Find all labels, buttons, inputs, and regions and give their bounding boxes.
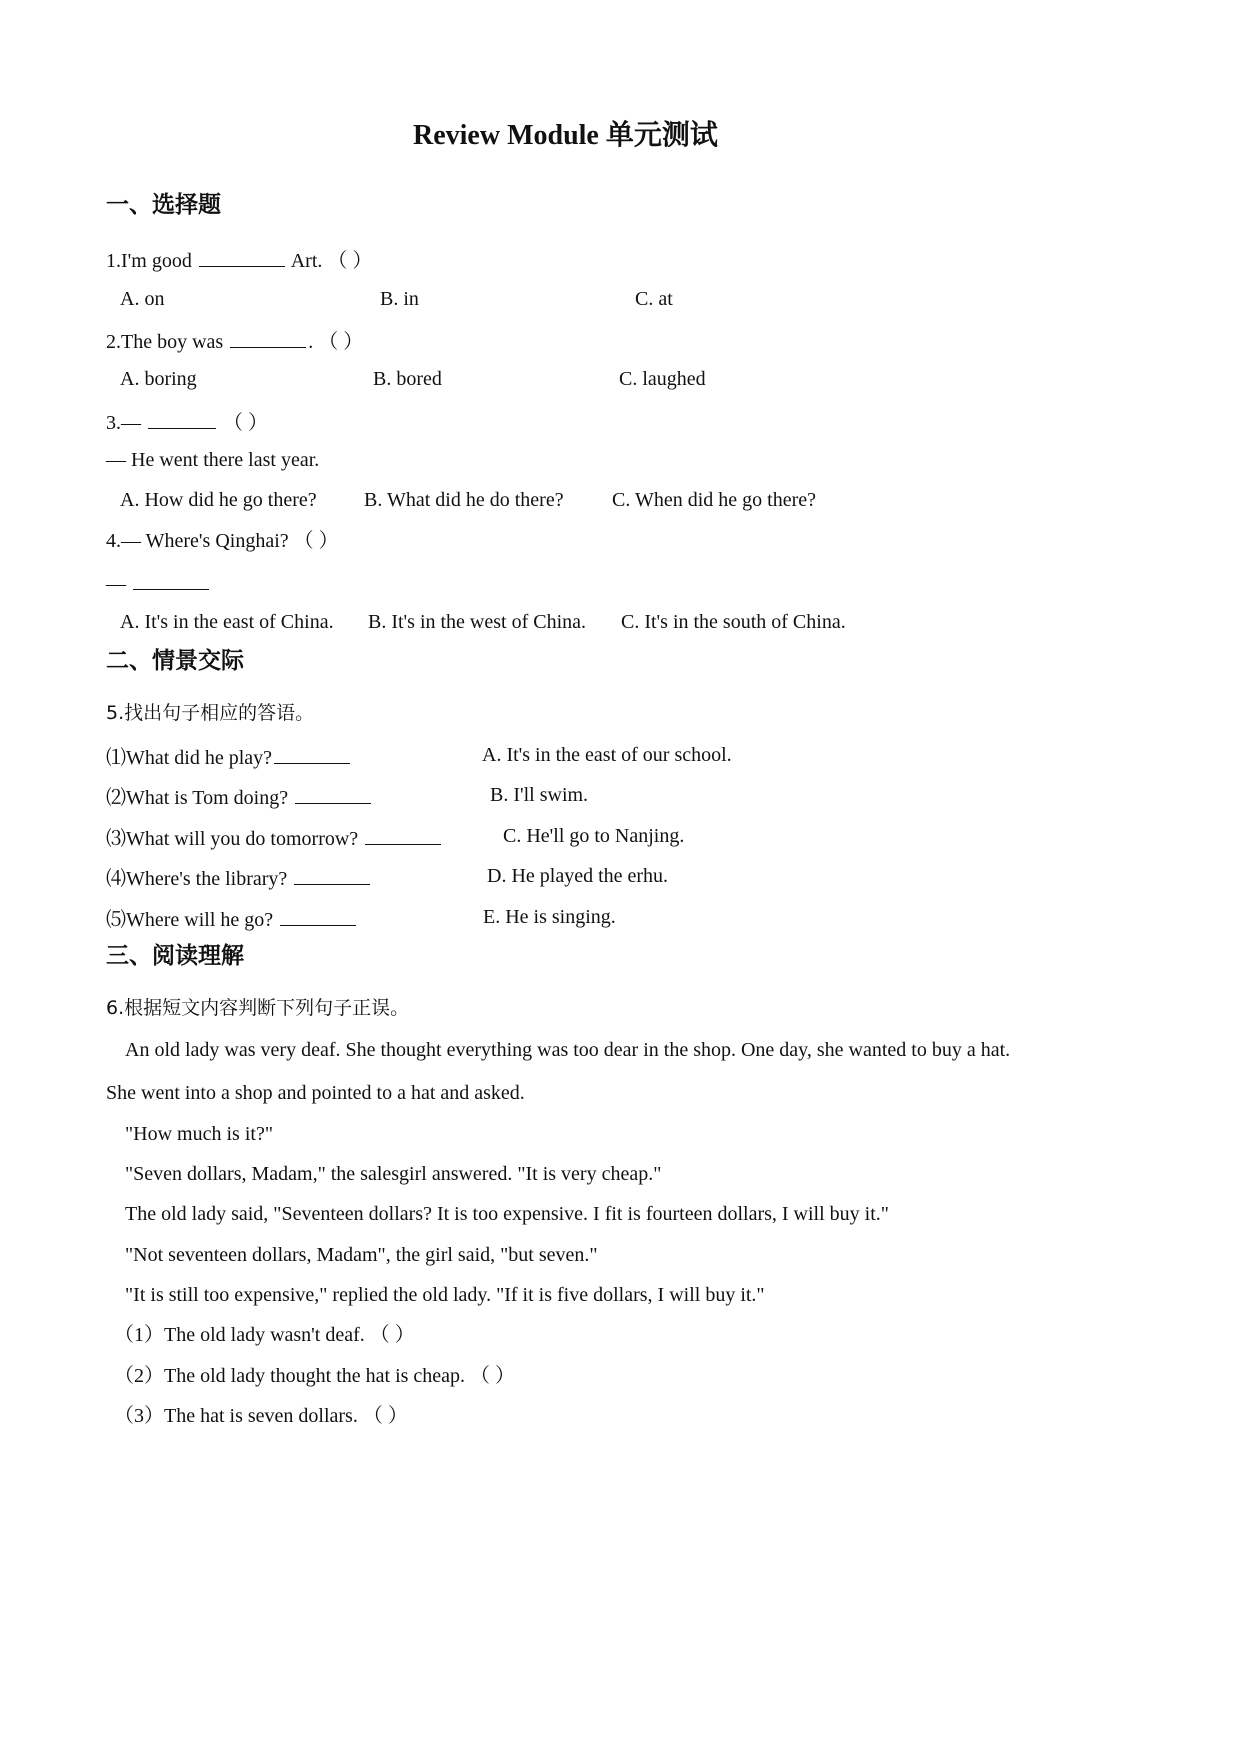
question-3-stem-tail: （ ） xyxy=(223,412,268,434)
match-question xyxy=(106,866,372,889)
answer-blank[interactable] xyxy=(274,745,350,764)
question-1-stem-tail: Art. （ ） xyxy=(290,250,373,272)
match-answer: A. It's in the east of our school. xyxy=(482,744,732,766)
question-3-stem-text: 3.— xyxy=(106,412,141,434)
match-answer: B. I'll swim. xyxy=(490,784,589,806)
match-question xyxy=(106,907,358,930)
question-4-stem: 4.— Where's Qinghai? （ ） xyxy=(106,530,339,552)
answer-blank[interactable] xyxy=(148,410,216,429)
option-b[interactable]: B. What did he do there? xyxy=(364,489,564,511)
option-b[interactable]: B. in xyxy=(380,288,419,310)
option-b[interactable]: B. bored xyxy=(373,368,442,390)
option-b[interactable]: B. It's in the west of China. xyxy=(368,611,587,633)
question-1-stem-text: 1.I'm good xyxy=(106,250,192,272)
true-false-item[interactable]: （2）The old lady thought the hat is cheap. （ ） xyxy=(114,1365,516,1387)
question-2-stem-tail: . （ ） xyxy=(308,331,364,353)
match-question-text: ⑶What will you do tomorrow? xyxy=(106,828,359,850)
answer-blank[interactable] xyxy=(133,571,209,590)
option-c[interactable]: C. When did he go there? xyxy=(612,489,817,511)
option-a[interactable]: A. How did he go there? xyxy=(120,489,317,511)
option-a[interactable]: A. It's in the east of China. xyxy=(120,611,334,633)
true-false-item[interactable]: （3）The hat is seven dollars. （ ） xyxy=(114,1405,408,1427)
passage-line: She went into a shop and pointed to a hat and asked. xyxy=(106,1082,525,1104)
page-title: Review Module 单元测试 xyxy=(413,120,718,151)
question-5-instruction: 5.找出句子相应的答语。 xyxy=(106,702,315,724)
match-question-text: ⑸Where will he go? xyxy=(106,909,274,931)
option-c[interactable]: C. It's in the south of China. xyxy=(621,611,846,633)
passage-line: "Seven dollars, Madam," the salesgirl answered. "It is very cheap." xyxy=(125,1163,662,1185)
question-1-stem xyxy=(106,248,372,271)
question-4-reply-dash: — xyxy=(106,573,126,595)
question-4-reply xyxy=(106,571,211,594)
answer-blank[interactable] xyxy=(365,826,441,845)
true-false-item[interactable]: （1）The old lady wasn't deaf. （ ） xyxy=(114,1324,415,1346)
passage-line: "Not seventeen dollars, Madam", the girl said, "but seven." xyxy=(125,1244,598,1266)
option-c[interactable]: C. at xyxy=(635,288,673,310)
question-2-stem-text: 2.The boy was xyxy=(106,331,224,353)
question-3-reply: — He went there last year. xyxy=(106,449,320,471)
match-question xyxy=(106,745,352,768)
match-answer: C. He'll go to Nanjing. xyxy=(503,825,685,847)
match-question xyxy=(106,785,373,808)
answer-blank[interactable] xyxy=(199,248,285,267)
answer-blank[interactable] xyxy=(295,785,371,804)
match-answer: E. He is singing. xyxy=(483,906,616,928)
passage-line: An old lady was very deaf. She thought everything was too dear in the shop. One day, she wanted to buy a hat. xyxy=(125,1039,1011,1061)
answer-blank[interactable] xyxy=(230,329,306,348)
section-heading-reading: 三、阅读理解 xyxy=(106,943,244,969)
match-question-text: ⑵What is Tom doing? xyxy=(106,787,289,809)
passage-line: "How much is it?" xyxy=(125,1123,273,1145)
option-c[interactable]: C. laughed xyxy=(619,368,706,390)
answer-blank[interactable] xyxy=(294,866,370,885)
option-a[interactable]: A. on xyxy=(120,288,165,310)
passage-line: "It is still too expensive," replied the old lady. "If it is five dollars, I will buy it." xyxy=(125,1284,765,1306)
match-question xyxy=(106,826,443,849)
option-a[interactable]: A. boring xyxy=(120,368,197,390)
passage-line: The old lady said, "Seventeen dollars? It is too expensive. I fit is fourteen dollars, I will buy it." xyxy=(125,1203,889,1225)
section-heading-choice: 一、选择题 xyxy=(106,192,221,218)
question-2-stem xyxy=(106,329,363,352)
question-3-stem xyxy=(106,410,268,433)
answer-blank[interactable] xyxy=(280,907,356,926)
match-question-text: ⑴What did he play? xyxy=(106,747,273,769)
match-answer: D. He played the erhu. xyxy=(487,865,669,887)
match-question-text: ⑷Where's the library? xyxy=(106,868,288,890)
question-6-instruction: 6.根据短文内容判断下列句子正误。 xyxy=(106,997,410,1019)
section-heading-dialogue: 二、情景交际 xyxy=(106,648,244,674)
